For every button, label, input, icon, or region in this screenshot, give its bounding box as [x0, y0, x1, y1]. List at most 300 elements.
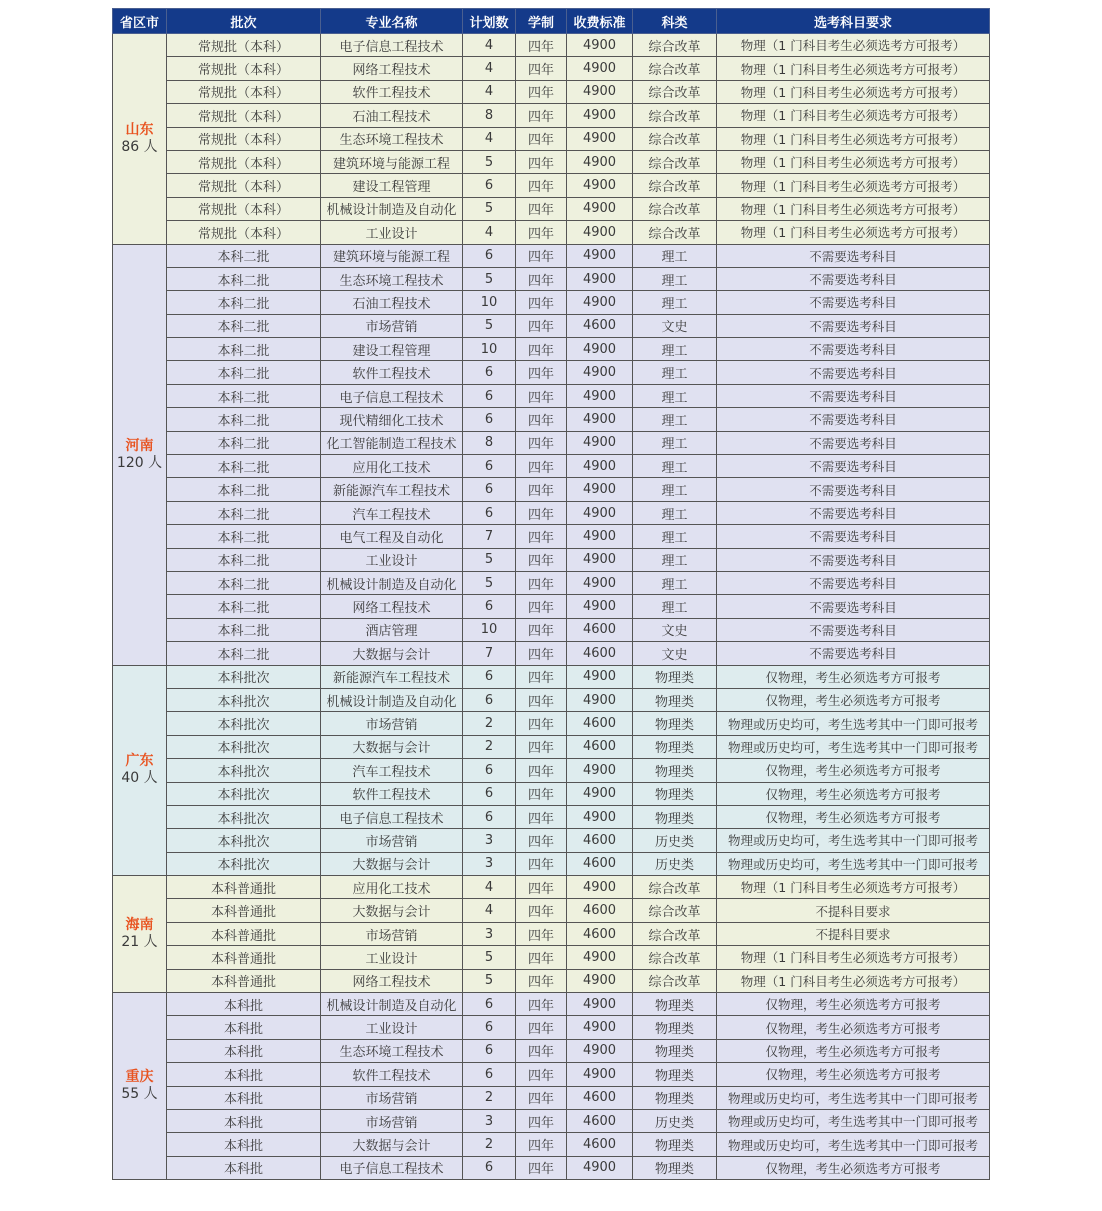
subject-requirement-cell: 仅物理，考生必须选考方可报考: [717, 782, 990, 805]
province-cell: [113, 876, 167, 993]
table-row: [113, 946, 990, 969]
batch-cell: 本科批: [167, 993, 321, 1016]
batch-cell: 本科批次: [167, 759, 321, 782]
category-cell: 文史: [633, 618, 717, 641]
table-row: [113, 338, 990, 361]
table-row: [113, 712, 990, 735]
major-cell: 石油工程技术: [321, 104, 463, 127]
subject-requirement-cell: 物理（1 门科目考生必须选考方可报考）: [717, 946, 990, 969]
category-cell: 理工: [633, 267, 717, 290]
province-quota: 55 人: [121, 1086, 158, 1103]
tuition-cell: 4900: [567, 338, 633, 361]
plan-count-cell: 2: [463, 1086, 516, 1109]
batch-cell: 本科二批: [167, 595, 321, 618]
major-cell: 网络工程技术: [321, 57, 463, 80]
major-cell: 大数据与会计: [321, 642, 463, 665]
major-cell: 机械设计制造及自动化: [321, 571, 463, 594]
enrollment-plan-table-container: [112, 8, 989, 1180]
subject-requirement-cell: 物理或历史均可，考生选考其中一门即可报考: [717, 735, 990, 758]
batch-cell: 本科二批: [167, 314, 321, 337]
tuition-cell: 4600: [567, 735, 633, 758]
category-cell: 综合改革: [633, 34, 717, 57]
tuition-cell: 4900: [567, 361, 633, 384]
plan-count-cell: 5: [463, 969, 516, 992]
table-row: [113, 876, 990, 899]
plan-count-cell: 7: [463, 642, 516, 665]
major-cell: 软件工程技术: [321, 1063, 463, 1086]
plan-count-cell: 3: [463, 922, 516, 945]
subject-requirement-cell: 不需要选考科目: [717, 455, 990, 478]
table-row: [113, 922, 990, 945]
header-tuition: 收费标准: [567, 9, 633, 34]
batch-cell: 本科批次: [167, 712, 321, 735]
table-row: [113, 525, 990, 548]
province-cell: [113, 34, 167, 245]
category-cell: 文史: [633, 314, 717, 337]
duration-cell: 四年: [516, 34, 567, 57]
subject-requirement-cell: 不需要选考科目: [717, 618, 990, 641]
tuition-cell: 4900: [567, 501, 633, 524]
major-cell: 工业设计: [321, 221, 463, 244]
category-cell: 综合改革: [633, 197, 717, 220]
category-cell: 理工: [633, 501, 717, 524]
major-cell: 大数据与会计: [321, 899, 463, 922]
table-row: [113, 291, 990, 314]
category-cell: 物理类: [633, 1016, 717, 1039]
plan-count-cell: 6: [463, 805, 516, 828]
category-cell: 历史类: [633, 852, 717, 875]
table-row: [113, 1016, 990, 1039]
major-cell: 建设工程管理: [321, 338, 463, 361]
table-row: [113, 595, 990, 618]
duration-cell: 四年: [516, 431, 567, 454]
batch-cell: 本科批: [167, 1156, 321, 1179]
batch-cell: 本科批次: [167, 852, 321, 875]
batch-cell: 本科二批: [167, 267, 321, 290]
subject-requirement-cell: 物理或历史均可，考生选考其中一门即可报考: [717, 852, 990, 875]
batch-cell: 本科批: [167, 1063, 321, 1086]
plan-count-cell: 10: [463, 618, 516, 641]
category-cell: 理工: [633, 455, 717, 478]
table-row: [113, 150, 990, 173]
major-cell: 建筑环境与能源工程: [321, 150, 463, 173]
subject-requirement-cell: 不需要选考科目: [717, 408, 990, 431]
province-cell: [113, 244, 167, 665]
subject-requirement-cell: 物理（1 门科目考生必须选考方可报考）: [717, 150, 990, 173]
duration-cell: 四年: [516, 688, 567, 711]
table-row: [113, 1086, 990, 1109]
tuition-cell: 4900: [567, 946, 633, 969]
batch-cell: 常规批（本科）: [167, 197, 321, 220]
subject-requirement-cell: 物理（1 门科目考生必须选考方可报考）: [717, 34, 990, 57]
header-category: 科类: [633, 9, 717, 34]
category-cell: 物理类: [633, 782, 717, 805]
table-row: [113, 688, 990, 711]
table-row: [113, 829, 990, 852]
tuition-cell: 4900: [567, 197, 633, 220]
major-cell: 软件工程技术: [321, 80, 463, 103]
duration-cell: 四年: [516, 57, 567, 80]
plan-count-cell: 3: [463, 852, 516, 875]
category-cell: 综合改革: [633, 127, 717, 150]
category-cell: 综合改革: [633, 174, 717, 197]
subject-requirement-cell: 物理（1 门科目考生必须选考方可报考）: [717, 127, 990, 150]
batch-cell: 本科二批: [167, 291, 321, 314]
subject-requirement-cell: 物理（1 门科目考生必须选考方可报考）: [717, 221, 990, 244]
duration-cell: 四年: [516, 1063, 567, 1086]
major-cell: 机械设计制造及自动化: [321, 688, 463, 711]
subject-requirement-cell: 仅物理，考生必须选考方可报考: [717, 993, 990, 1016]
tuition-cell: 4900: [567, 431, 633, 454]
plan-count-cell: 6: [463, 408, 516, 431]
table-row: [113, 969, 990, 992]
plan-count-cell: 5: [463, 946, 516, 969]
batch-cell: 本科批: [167, 1133, 321, 1156]
subject-requirement-cell: 物理（1 门科目考生必须选考方可报考）: [717, 876, 990, 899]
batch-cell: 本科普通批: [167, 922, 321, 945]
major-cell: 市场营销: [321, 1109, 463, 1132]
tuition-cell: 4900: [567, 805, 633, 828]
table-row: [113, 221, 990, 244]
tuition-cell: 4900: [567, 688, 633, 711]
subject-requirement-cell: 不需要选考科目: [717, 431, 990, 454]
duration-cell: 四年: [516, 80, 567, 103]
table-row: [113, 665, 990, 688]
batch-cell: 本科二批: [167, 642, 321, 665]
duration-cell: 四年: [516, 291, 567, 314]
table-row: [113, 1063, 990, 1086]
category-cell: 物理类: [633, 1156, 717, 1179]
batch-cell: 本科批次: [167, 688, 321, 711]
subject-requirement-cell: 仅物理，考生必须选考方可报考: [717, 1063, 990, 1086]
tuition-cell: 4600: [567, 1086, 633, 1109]
category-cell: 文史: [633, 642, 717, 665]
major-cell: 电气工程及自动化: [321, 525, 463, 548]
plan-count-cell: 6: [463, 759, 516, 782]
table-row: [113, 1039, 990, 1062]
major-cell: 大数据与会计: [321, 735, 463, 758]
plan-count-cell: 3: [463, 1109, 516, 1132]
category-cell: 综合改革: [633, 80, 717, 103]
province-name: 河南: [125, 437, 154, 454]
category-cell: 综合改革: [633, 899, 717, 922]
duration-cell: 四年: [516, 969, 567, 992]
tuition-cell: 4900: [567, 455, 633, 478]
duration-cell: 四年: [516, 1109, 567, 1132]
subject-requirement-cell: 物理（1 门科目考生必须选考方可报考）: [717, 57, 990, 80]
table-row: [113, 852, 990, 875]
table-row: [113, 735, 990, 758]
table-row: [113, 642, 990, 665]
subject-requirement-cell: 仅物理，考生必须选考方可报考: [717, 805, 990, 828]
subject-requirement-cell: 仅物理，考生必须选考方可报考: [717, 665, 990, 688]
plan-count-cell: 5: [463, 197, 516, 220]
tuition-cell: 4900: [567, 174, 633, 197]
subject-requirement-cell: 仅物理，考生必须选考方可报考: [717, 759, 990, 782]
major-cell: 汽车工程技术: [321, 501, 463, 524]
plan-count-cell: 5: [463, 548, 516, 571]
subject-requirement-cell: 不需要选考科目: [717, 525, 990, 548]
plan-count-cell: 6: [463, 1063, 516, 1086]
plan-count-cell: 5: [463, 314, 516, 337]
table-row: [113, 384, 990, 407]
plan-count-cell: 6: [463, 1156, 516, 1179]
major-cell: 市场营销: [321, 712, 463, 735]
subject-requirement-cell: 仅物理，考生必须选考方可报考: [717, 1156, 990, 1179]
subject-requirement-cell: 仅物理，考生必须选考方可报考: [717, 1039, 990, 1062]
batch-cell: 本科二批: [167, 431, 321, 454]
duration-cell: 四年: [516, 1086, 567, 1109]
table-row: [113, 174, 990, 197]
duration-cell: 四年: [516, 922, 567, 945]
category-cell: 理工: [633, 361, 717, 384]
tuition-cell: 4900: [567, 548, 633, 571]
category-cell: 理工: [633, 595, 717, 618]
major-cell: 大数据与会计: [321, 852, 463, 875]
table-row: [113, 1133, 990, 1156]
category-cell: 理工: [633, 384, 717, 407]
category-cell: 综合改革: [633, 922, 717, 945]
batch-cell: 本科普通批: [167, 899, 321, 922]
table-row: [113, 361, 990, 384]
table-row: [113, 104, 990, 127]
batch-cell: 本科二批: [167, 548, 321, 571]
duration-cell: 四年: [516, 197, 567, 220]
batch-cell: 常规批（本科）: [167, 174, 321, 197]
tuition-cell: 4600: [567, 712, 633, 735]
duration-cell: 四年: [516, 150, 567, 173]
batch-cell: 本科二批: [167, 478, 321, 501]
major-cell: 应用化工技术: [321, 455, 463, 478]
tuition-cell: 4900: [567, 595, 633, 618]
plan-count-cell: 6: [463, 174, 516, 197]
batch-cell: 本科二批: [167, 361, 321, 384]
plan-count-cell: 7: [463, 525, 516, 548]
header-province: 省区市: [113, 9, 167, 34]
tuition-cell: 4600: [567, 1133, 633, 1156]
major-cell: 网络工程技术: [321, 595, 463, 618]
plan-count-cell: 2: [463, 735, 516, 758]
table-row: [113, 782, 990, 805]
batch-cell: 本科批: [167, 1086, 321, 1109]
category-cell: 物理类: [633, 1086, 717, 1109]
category-cell: 物理类: [633, 712, 717, 735]
plan-count-cell: 5: [463, 571, 516, 594]
table-row: [113, 478, 990, 501]
tuition-cell: 4600: [567, 899, 633, 922]
major-cell: 汽车工程技术: [321, 759, 463, 782]
tuition-cell: 4900: [567, 57, 633, 80]
tuition-cell: 4900: [567, 127, 633, 150]
duration-cell: 四年: [516, 384, 567, 407]
batch-cell: 本科二批: [167, 525, 321, 548]
duration-cell: 四年: [516, 525, 567, 548]
batch-cell: 本科二批: [167, 408, 321, 431]
province-name: 广东: [125, 753, 154, 770]
batch-cell: 本科批次: [167, 782, 321, 805]
tuition-cell: 4900: [567, 267, 633, 290]
table-row: [113, 244, 990, 267]
table-row: [113, 759, 990, 782]
table-row: [113, 501, 990, 524]
tuition-cell: 4900: [567, 221, 633, 244]
subject-requirement-cell: 物理（1 门科目考生必须选考方可报考）: [717, 104, 990, 127]
province-cell: [113, 665, 167, 876]
duration-cell: 四年: [516, 455, 567, 478]
major-cell: 生态环境工程技术: [321, 267, 463, 290]
major-cell: 工业设计: [321, 946, 463, 969]
duration-cell: 四年: [516, 244, 567, 267]
category-cell: 综合改革: [633, 876, 717, 899]
plan-count-cell: 6: [463, 595, 516, 618]
tuition-cell: 4900: [567, 244, 633, 267]
plan-count-cell: 4: [463, 899, 516, 922]
subject-requirement-cell: 不需要选考科目: [717, 291, 990, 314]
batch-cell: 常规批（本科）: [167, 221, 321, 244]
batch-cell: 本科二批: [167, 571, 321, 594]
subject-requirement-cell: 物理（1 门科目考生必须选考方可报考）: [717, 174, 990, 197]
batch-cell: 本科批: [167, 1016, 321, 1039]
duration-cell: 四年: [516, 501, 567, 524]
duration-cell: 四年: [516, 361, 567, 384]
duration-cell: 四年: [516, 993, 567, 1016]
plan-count-cell: 6: [463, 665, 516, 688]
header-duration: 学制: [516, 9, 567, 34]
batch-cell: 本科普通批: [167, 876, 321, 899]
tuition-cell: 4900: [567, 782, 633, 805]
tuition-cell: 4900: [567, 1039, 633, 1062]
table-row: [113, 57, 990, 80]
plan-count-cell: 3: [463, 829, 516, 852]
province-quota: 40 人: [121, 770, 158, 787]
category-cell: 综合改革: [633, 946, 717, 969]
category-cell: 物理类: [633, 1039, 717, 1062]
category-cell: 综合改革: [633, 969, 717, 992]
table-row: [113, 408, 990, 431]
batch-cell: 本科二批: [167, 244, 321, 267]
batch-cell: 本科二批: [167, 455, 321, 478]
batch-cell: 本科批次: [167, 665, 321, 688]
subject-requirement-cell: 仅物理，考生必须选考方可报考: [717, 1016, 990, 1039]
table-row: [113, 571, 990, 594]
duration-cell: 四年: [516, 735, 567, 758]
subject-requirement-cell: 不需要选考科目: [717, 501, 990, 524]
plan-count-cell: 4: [463, 57, 516, 80]
duration-cell: 四年: [516, 712, 567, 735]
major-cell: 软件工程技术: [321, 782, 463, 805]
subject-requirement-cell: 物理或历史均可，考生选考其中一门即可报考: [717, 1133, 990, 1156]
tuition-cell: 4900: [567, 525, 633, 548]
duration-cell: 四年: [516, 1156, 567, 1179]
duration-cell: 四年: [516, 478, 567, 501]
province-name: 山东: [125, 121, 154, 138]
major-cell: 网络工程技术: [321, 969, 463, 992]
subject-requirement-cell: 不需要选考科目: [717, 571, 990, 594]
duration-cell: 四年: [516, 595, 567, 618]
duration-cell: 四年: [516, 571, 567, 594]
tuition-cell: 4900: [567, 384, 633, 407]
header-row: [113, 9, 990, 34]
category-cell: 物理类: [633, 1063, 717, 1086]
province-quota: 21 人: [121, 934, 158, 951]
header-major: 专业名称: [321, 9, 463, 34]
duration-cell: 四年: [516, 408, 567, 431]
header-subject-requirement: 选考科目要求: [717, 9, 990, 34]
batch-cell: 本科二批: [167, 501, 321, 524]
category-cell: 理工: [633, 338, 717, 361]
tuition-cell: 4900: [567, 34, 633, 57]
duration-cell: 四年: [516, 642, 567, 665]
subject-requirement-cell: 不需要选考科目: [717, 314, 990, 337]
category-cell: 综合改革: [633, 57, 717, 80]
batch-cell: 本科批次: [167, 735, 321, 758]
category-cell: 历史类: [633, 829, 717, 852]
major-cell: 电子信息工程技术: [321, 1156, 463, 1179]
batch-cell: 本科普通批: [167, 946, 321, 969]
table-row: [113, 431, 990, 454]
subject-requirement-cell: 物理或历史均可，考生选考其中一门即可报考: [717, 712, 990, 735]
province-name: 海南: [125, 917, 154, 934]
plan-count-cell: 6: [463, 455, 516, 478]
major-cell: 电子信息工程技术: [321, 34, 463, 57]
batch-cell: 常规批（本科）: [167, 150, 321, 173]
plan-count-cell: 8: [463, 431, 516, 454]
major-cell: 化工智能制造工程技术: [321, 431, 463, 454]
table-row: [113, 548, 990, 571]
batch-cell: 常规批（本科）: [167, 104, 321, 127]
major-cell: 应用化工技术: [321, 876, 463, 899]
header-batch: 批次: [167, 9, 321, 34]
major-cell: 工业设计: [321, 548, 463, 571]
plan-count-cell: 4: [463, 221, 516, 244]
category-cell: 理工: [633, 431, 717, 454]
category-cell: 物理类: [633, 805, 717, 828]
duration-cell: 四年: [516, 852, 567, 875]
plan-count-cell: 6: [463, 478, 516, 501]
plan-count-cell: 4: [463, 127, 516, 150]
duration-cell: 四年: [516, 104, 567, 127]
subject-requirement-cell: 不需要选考科目: [717, 478, 990, 501]
subject-requirement-cell: 不需要选考科目: [717, 267, 990, 290]
duration-cell: 四年: [516, 267, 567, 290]
subject-requirement-cell: 不提科目要求: [717, 899, 990, 922]
plan-count-cell: 6: [463, 384, 516, 407]
table-header: [113, 9, 990, 34]
batch-cell: 常规批（本科）: [167, 57, 321, 80]
table-row: [113, 899, 990, 922]
plan-count-cell: 2: [463, 712, 516, 735]
batch-cell: 本科二批: [167, 338, 321, 361]
table-row: [113, 80, 990, 103]
plan-count-cell: 5: [463, 150, 516, 173]
category-cell: 理工: [633, 244, 717, 267]
tuition-cell: 4900: [567, 665, 633, 688]
plan-count-cell: 6: [463, 688, 516, 711]
table-row: [113, 805, 990, 828]
batch-cell: 常规批（本科）: [167, 127, 321, 150]
batch-cell: 本科批: [167, 1039, 321, 1062]
duration-cell: 四年: [516, 548, 567, 571]
category-cell: 综合改革: [633, 104, 717, 127]
plan-count-cell: 6: [463, 782, 516, 805]
duration-cell: 四年: [516, 174, 567, 197]
category-cell: 理工: [633, 408, 717, 431]
tuition-cell: 4600: [567, 829, 633, 852]
tuition-cell: 4600: [567, 314, 633, 337]
tuition-cell: 4900: [567, 1063, 633, 1086]
category-cell: 理工: [633, 478, 717, 501]
tuition-cell: 4900: [567, 993, 633, 1016]
